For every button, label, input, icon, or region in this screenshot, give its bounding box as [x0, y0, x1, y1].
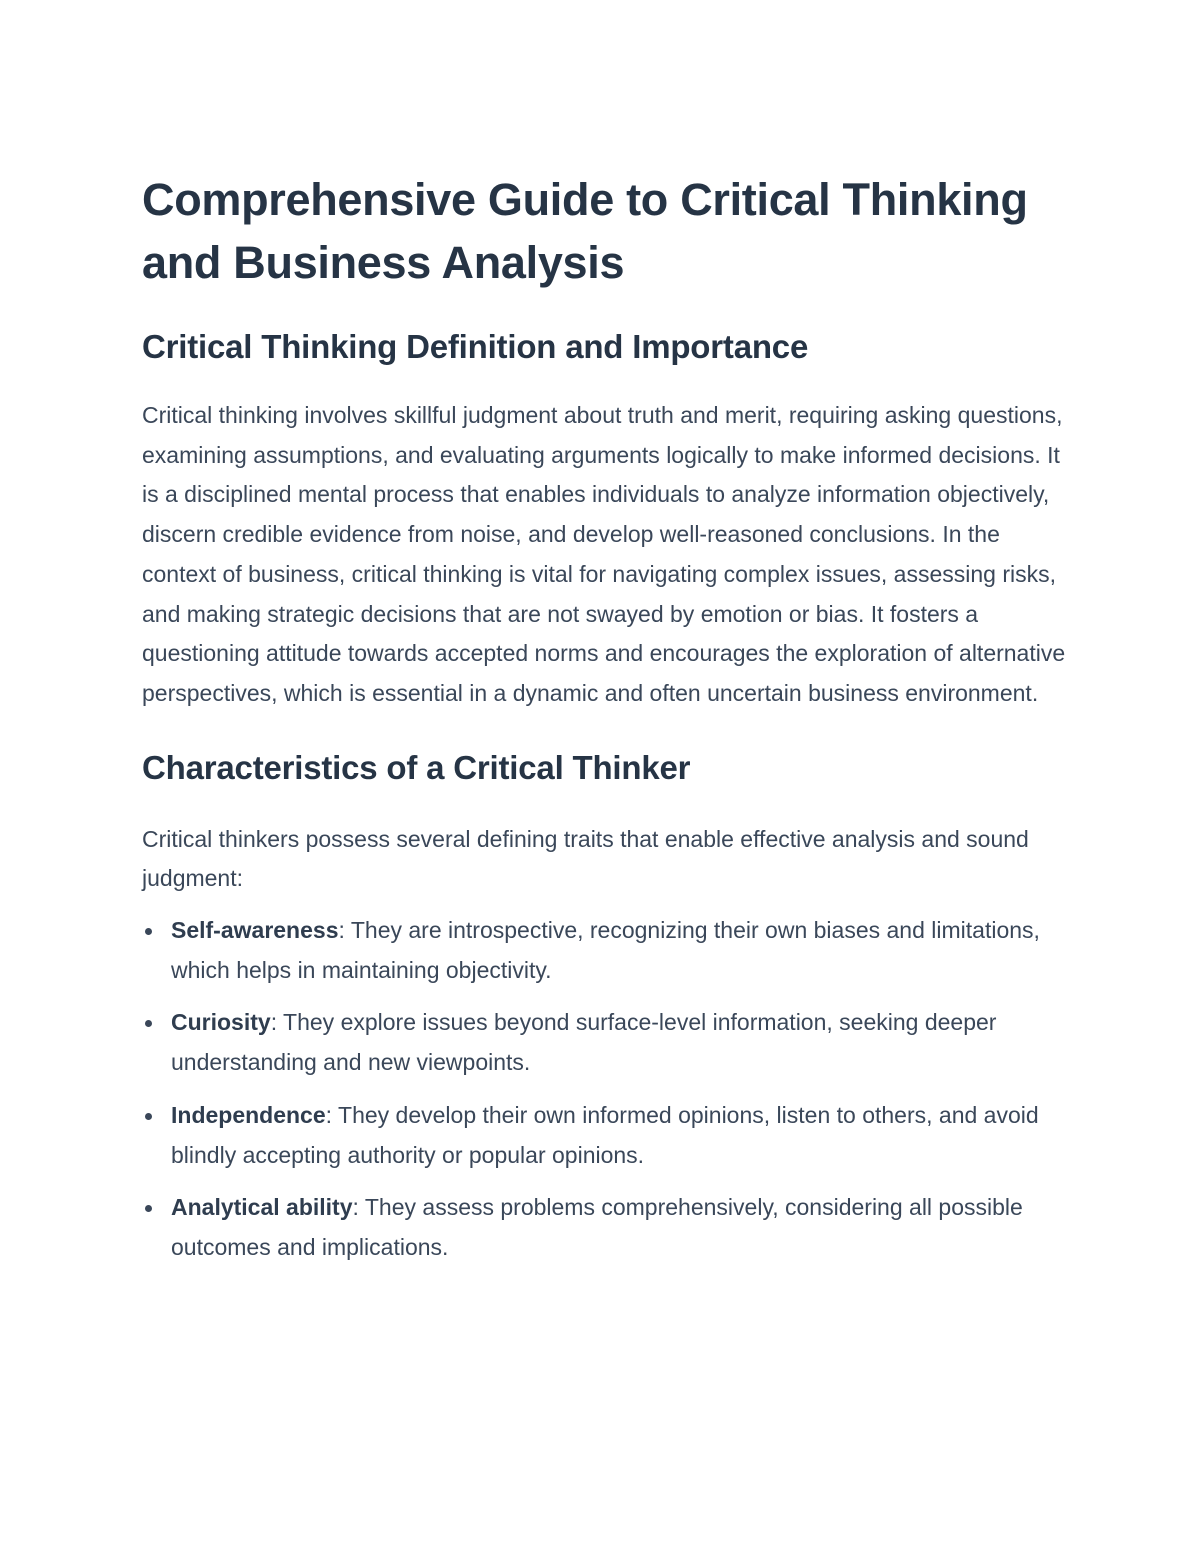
bullet-icon [145, 1205, 152, 1212]
trait-description: : They explore issues beyond surface-level information, seeking deeper understanding and new viewpoints. [171, 1009, 997, 1076]
trait-description: : They are introspective, recognizing their own biases and limitations, which helps in maintaining objectivity. [171, 917, 1040, 983]
bullet-icon [145, 1113, 152, 1120]
trait-term: Independence [171, 1101, 326, 1128]
document-page [142, 168, 1072, 1281]
trait-term: Curiosity [171, 1009, 271, 1036]
list-item [142, 1003, 1072, 1082]
trait-description: : They assess problems comprehensively, considering all possible outcomes and implications. [171, 1194, 1023, 1260]
definition-paragraph: Critical thinking involves skillful judgment about truth and merit, requiring asking questions, examining assumptions, and evaluating arguments logically to make informed decisions. It is a disciplined mental process that enables individuals to analyze information objectively, discern credible evidence from noise, and develop well-reasoned conclusions. In the context of business, critical thinking is vital for navigating complex issues, assessing risks, and making strategic decisions that are not swayed by emotion or bias. It fosters a questioning attitude towards accepted norms and encourages the exploration of alternative perspectives, which is essential in a dynamic and often uncertain business environment. [142, 402, 1066, 706]
trait-description: : They develop their own informed opinions, listen to others, and avoid blindly accepting authority or popular opinions. [171, 1101, 1039, 1168]
trait-term: Analytical ability [171, 1194, 353, 1221]
list-item [142, 911, 1072, 990]
trait-term: Self-awareness [171, 917, 339, 944]
bullet-icon [145, 928, 152, 935]
bullet-icon [145, 1020, 152, 1027]
list-item [142, 1188, 1072, 1267]
characteristics-intro: Critical thinkers possess several defining traits that enable effective analysis and sound judgment: [142, 825, 1029, 892]
characteristics-list [142, 911, 1072, 1268]
document-title: Comprehensive Guide to Critical Thinking and Business Analysis [142, 174, 1028, 288]
section-heading-definition: Critical Thinking Definition and Importance [142, 328, 809, 365]
list-item [142, 1096, 1072, 1175]
section-heading-characteristics: Characteristics of a Critical Thinker [142, 748, 691, 786]
